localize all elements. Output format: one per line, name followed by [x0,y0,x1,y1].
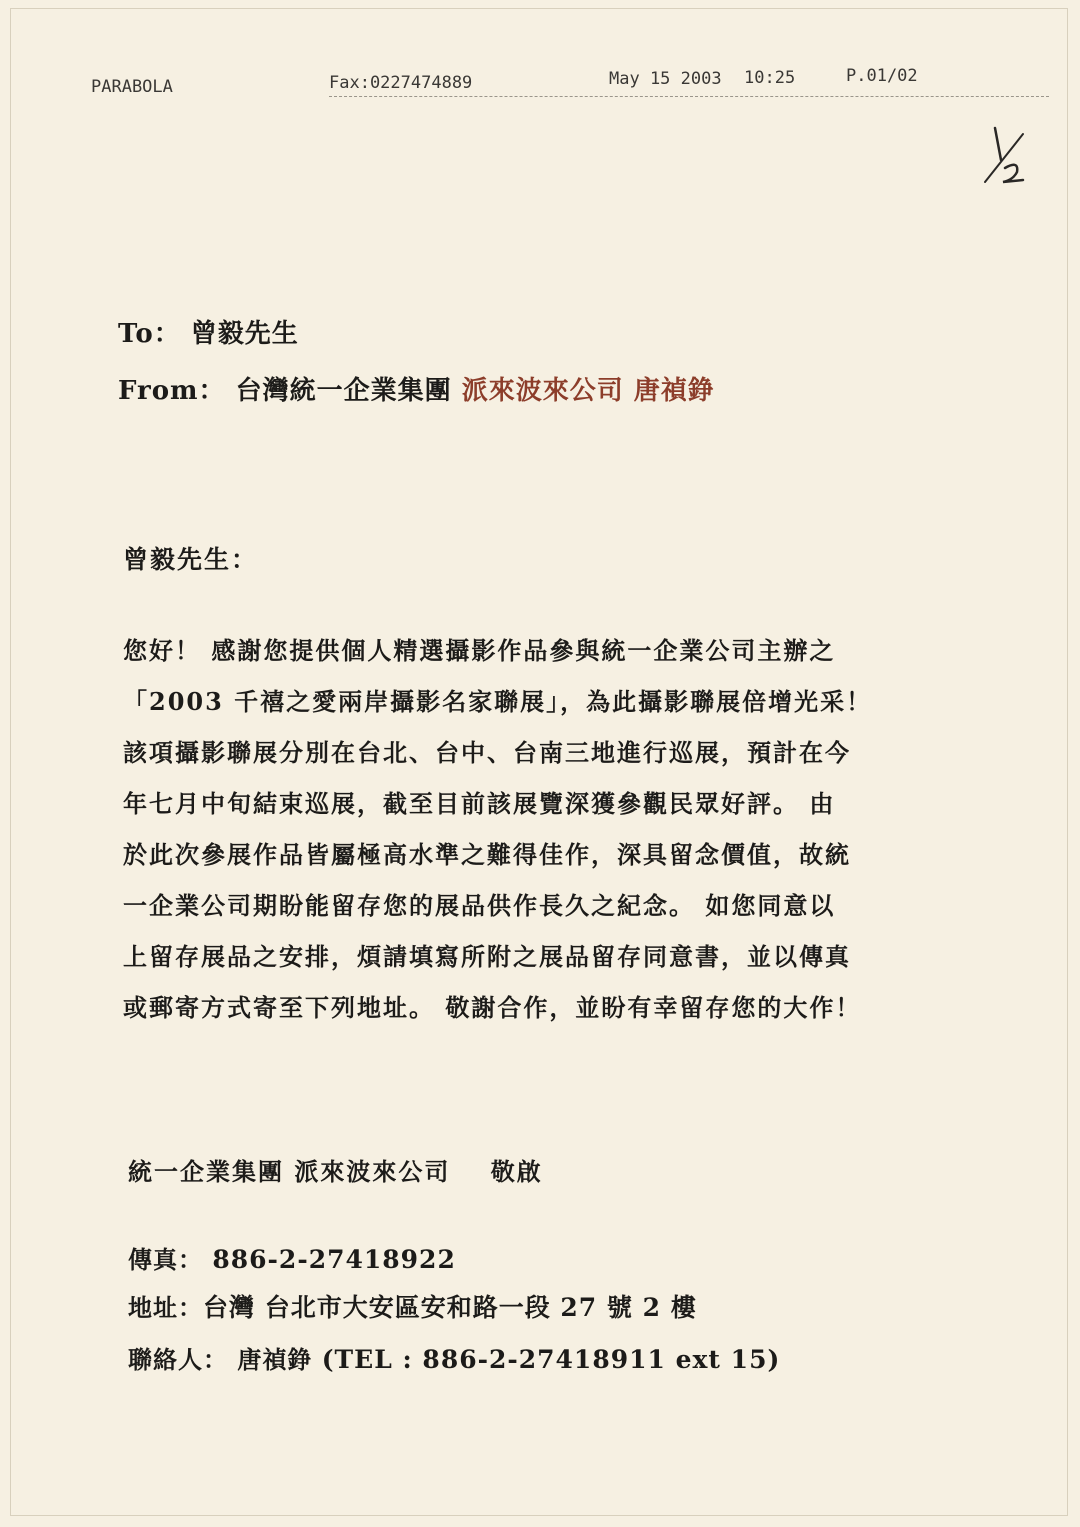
body-line: 該項攝影聯展分別在台北、台中、台南三地進行巡展，預計在今 [123,738,851,767]
fax-header-rule [329,96,1049,97]
from-person: 唐禎錚 [633,376,715,406]
from-group: 台灣統一企業集團 [235,376,452,406]
to-name: 曾毅先生 [190,319,299,349]
handwritten-page-mark-drawing [975,120,1035,190]
to-label: To： [118,319,181,349]
contact-fax-value: 886-2-27418922 [212,1245,456,1274]
contact-address [128,1288,697,1324]
contact-person-tel: (TEL : 886-2-27418911 ext 15) [321,1345,781,1374]
contact-address-value: 台灣 台北市大安區安和路一段 27 號 2 樓 [203,1293,697,1322]
fax-sender: PARABOLA [91,77,173,97]
fax-date: May 15 2003 [609,69,722,89]
body-line: 年七月中旬結束巡展，截至目前該展覽深獲參觀民眾好評。 由 [123,789,836,818]
contact-person [128,1340,780,1375]
closing-signature [128,1152,543,1187]
from-company: 派來波來公司 [461,376,624,406]
contact-fax [128,1240,456,1275]
body-line: 於此次參展作品皆屬極高水準之難得佳作，深具留念價值，故統 [123,840,851,869]
salutation: 曾毅先生： [123,545,259,574]
body-line: 或郵寄方式寄至下列地址。 敬謝合作，並盼有幸留存您的大作！ [123,993,862,1022]
body-line: 一企業公司期盼能留存您的展品供作長久之紀念。 如您同意以 [123,891,836,920]
closing-respect: 敬啟 [490,1157,543,1186]
letter-body [123,625,933,1033]
contact-fax-label: 傳真： [128,1245,203,1274]
from-label: From： [118,376,226,406]
handwritten-page-mark [975,120,1035,190]
fax-page-number: P.01/02 [846,66,918,86]
closing-group: 統一企業集團 [128,1157,284,1186]
to-line [118,313,299,350]
contact-address-label: 地址： [128,1293,203,1322]
closing-company: 派來波來公司 [294,1157,451,1186]
body-line: 上留存展品之安排，煩請填寫所附之展品留存同意書，並以傳真 [123,942,851,971]
body-line: 您好！ 感謝您提供個人精選攝影作品參與統一企業公司主辦之 [123,636,836,665]
fax-number: Fax:0227474889 [329,73,473,93]
contact-person-name: 唐禎錚 [237,1345,313,1374]
fax-header [0,0,1080,110]
from-line [118,370,715,407]
body-line: 「2003 千禧之愛兩岸攝影名家聯展」，為此攝影聯展倍增光采！ [123,687,873,716]
contact-person-label: 聯絡人： [128,1345,228,1374]
fax-time: 10:25 [744,68,796,88]
